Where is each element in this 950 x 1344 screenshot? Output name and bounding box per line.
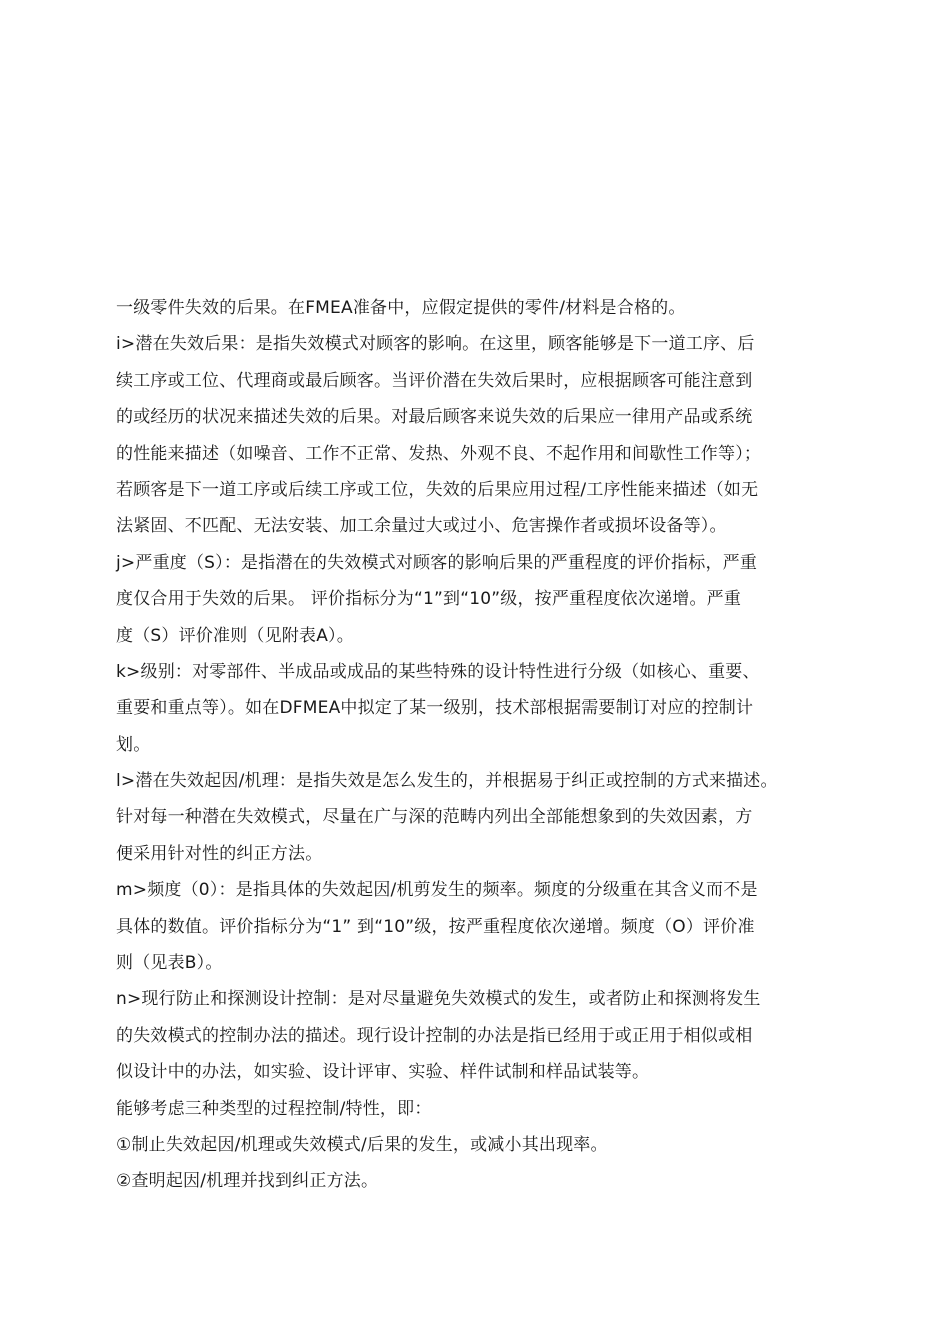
document-body (116, 290, 856, 1200)
text-line: 的或经历的状况来描述失效的后果。对最后顾客来说失效的后果应一律用产品或系统 (116, 407, 753, 428)
text-line: ①制止失效起因/机理或失效模式/后果的发生，或减小其出现率。 (116, 1134, 608, 1155)
text-line: 法紧固、不匹配、无法安装、加工余量过大或过小、危害操作者或损坏设备等）。 (116, 516, 727, 537)
text-line: 的性能来描述（如噪音、工作不正常、发热、外观不良、不起作用和间歇性工作等）； (116, 443, 762, 464)
text-line: ②查明起因/机理并找到纠正方法。 (116, 1171, 379, 1192)
text-line: 若顾客是下一道工序或后续工序或工位，失效的后果应用过程/工序性能来描述（如无 (116, 479, 759, 500)
text-line: 续工序或工位、代理商或最后顾客。当评价潜在失效后果时，应根据顾客可能注意到 (116, 370, 753, 391)
text-line: 能够考虑三种类型的过程控制/特性，即： (116, 1098, 432, 1119)
text-line: 具体的数值。评价指标分为“1” 到“10”级，按严重程度依次递增。频度（O）评价准 (116, 916, 755, 937)
text-line: 似设计中的办法，如实验、设计评审、实验、样件试制和样品试装等。 (116, 1062, 650, 1083)
text-line: 划。 (116, 734, 151, 755)
text-line: n>现行防止和探测设计控制：是对尽量避免失效模式的发生，或者防止和探测将发生 (116, 989, 761, 1010)
text-line: i>潜在失效后果：是指失效模式对顾客的影响。在这里，顾客能够是下一道工序、后 (116, 334, 755, 355)
text-line: 便采用针对性的纠正方法。 (116, 843, 323, 864)
text-line: m>频度（0）：是指具体的失效起因/机剪发生的频率。频度的分级重在其含义而不是 (116, 880, 758, 901)
text-line: j>严重度（S）：是指潜在的失效模式对顾客的影响后果的严重程度的评价指标，严重 (116, 552, 758, 573)
text-line: 的失效模式的控制办法的描述。现行设计控制的办法是指已经用于或正用于相似或相 (116, 1025, 753, 1046)
text-line: 度仅合用于失效的后果。 评价指标分为“1”到“10”级，按严重程度依次递增。严重 (116, 589, 742, 610)
text-line: 则（见表B）。 (116, 953, 223, 974)
text-line: k>级别：对零部件、半成品或成品的某些特殊的设计特性进行分级（如核心、重要、 (116, 661, 760, 682)
text-line: l>潜在失效起因/机理：是指失效是怎么发生的，并根据易于纠正或控制的方式来描述。 (116, 771, 778, 792)
text-line: 针对每一种潜在失效模式，尽量在广与深的范畴内列出全部能想象到的失效因素，方 (116, 807, 753, 828)
text-line: 重要和重点等）。如在DFMEA中拟定了某一级别，技术部根据需要制订对应的控制计 (116, 698, 754, 719)
text-line: 一级零件失效的后果。在FMEA准备中，应假定提供的零件/材料是合格的。 (116, 298, 686, 318)
text-line: 度（S）评价准则（见附表A）。 (116, 625, 354, 646)
